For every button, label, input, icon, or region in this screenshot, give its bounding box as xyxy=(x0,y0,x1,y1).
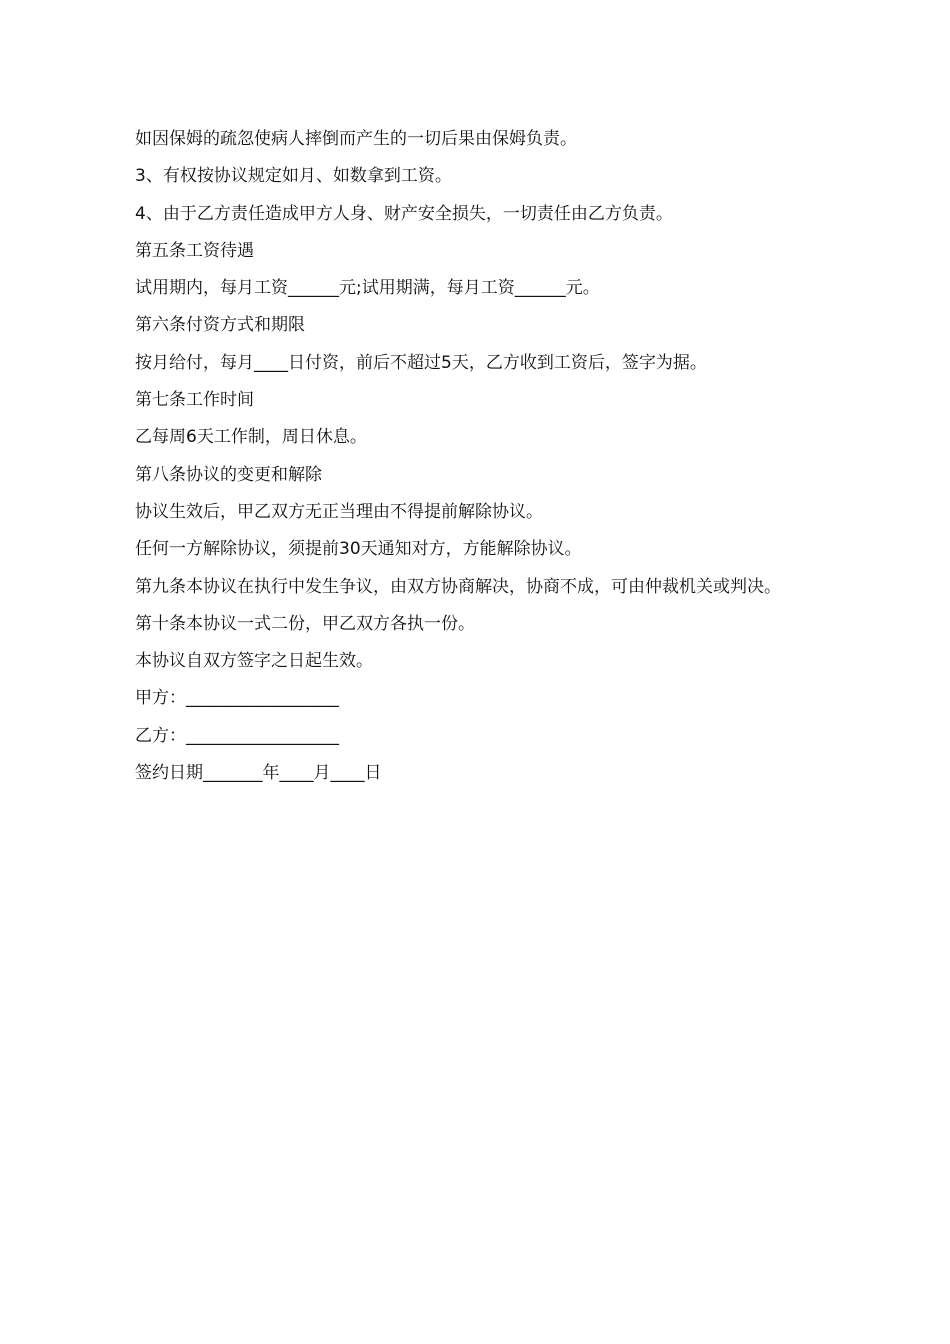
paragraph-payment-terms: 按月给付，每月____日付资，前后不超过5天，乙方收到工资后，签字为据。 xyxy=(135,352,707,373)
paragraph-no-early-termination: 协议生效后，甲乙双方无正当理由不得提前解除协议。 xyxy=(135,501,543,522)
paragraph-effective-date: 本协议自双方签字之日起生效。 xyxy=(135,651,373,672)
signing-date-line: 签约日期_______年____月____日 xyxy=(135,763,382,784)
paragraph-wage-right: 3、有权按协议规定如月、如数拿到工资。 xyxy=(135,166,452,187)
heading-article-6: 第六条付资方式和期限 xyxy=(135,315,305,336)
paragraph-termination-notice: 任何一方解除协议，须提前30天通知对方，方能解除协议。 xyxy=(135,539,582,560)
signature-line-party-a: 甲方：__________________ xyxy=(135,688,339,709)
signature-line-party-b: 乙方：__________________ xyxy=(135,725,339,746)
paragraph-article-10-copies: 第十条本协议一式二份，甲乙双方各执一份。 xyxy=(135,613,475,634)
heading-article-8: 第八条协议的变更和解除 xyxy=(135,464,322,485)
paragraph-article-9-disputes: 第九条本协议在执行中发生争议，由双方协商解决，协商不成，可由仲裁机关或判决。 xyxy=(135,576,781,597)
paragraph-wage-amount: 试用期内，每月工资______元;试用期满，每月工资______元。 xyxy=(135,278,600,299)
heading-article-7: 第七条工作时间 xyxy=(135,390,254,411)
document-body xyxy=(116,121,840,792)
paragraph-work-schedule: 乙每周6天工作制，周日休息。 xyxy=(135,427,367,448)
paragraph-liability: 4、由于乙方责任造成甲方人身、财产安全损失，一切责任由乙方负责。 xyxy=(135,203,673,224)
paragraph-nanny-negligence: 如因保姆的疏忽使病人摔倒而产生的一切后果由保姆负责。 xyxy=(135,129,577,149)
heading-article-5: 第五条工资待遇 xyxy=(135,240,254,261)
